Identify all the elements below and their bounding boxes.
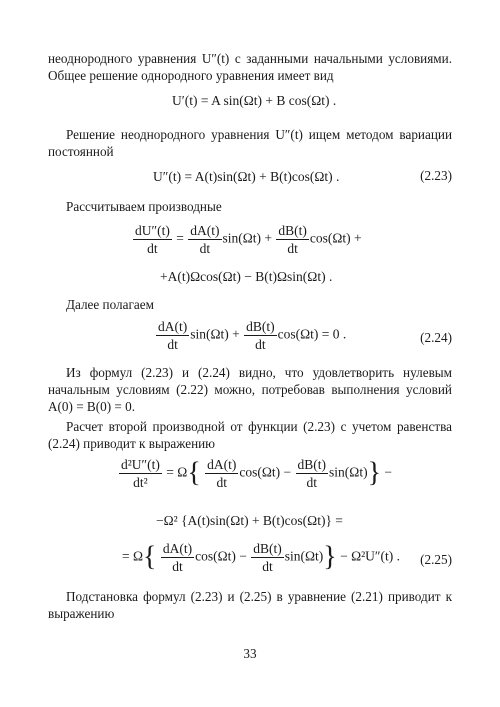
paragraph-6: Расчет второй производной от функции (2.23) с учетом равенства (2.24) приводит к выражению: [48, 419, 452, 451]
paragraph-7: Подстановка формул (2.23) и (2.25) в уравнение (2.21) приводит к выражению: [48, 589, 452, 621]
paragraph-3: Рассчитываем производные: [66, 199, 222, 214]
paragraph-4: Далее полагаем: [66, 297, 154, 312]
fraction-dB: $\frac{dB(t)}{dt}$: [253, 541, 282, 574]
page-number: 33: [243, 646, 257, 661]
equation-derivative-line-2: +A(t)Ωcos(Ωt) − B(t)Ωsin(Ωt) .: [160, 269, 333, 284]
fraction-dA: $\frac{dA(t)}{dt}$: [162, 541, 193, 574]
paragraph-1: неоднородного уравнения U″(t) с заданными начальными условиями. Общее решение однородного уравнения имеет вид: [48, 51, 452, 83]
equation-2-23: U″(t) = A(t)sin(Ωt) + B(t)cos(Ωt) .: [153, 169, 340, 184]
equation-derivative-line-1: $\frac{dU''(t)}{dt}$ = $\frac{dA(t)}{dt}$ sin(Ωt) + $\frac{dB(t)}{dt}$ cos(Ωt) +: [135, 223, 362, 256]
fraction-dA: $\frac{dA(t)}{dt}$: [207, 457, 237, 490]
fraction-dB: $\frac{dB(t)}{dt}$: [246, 319, 275, 352]
equation-number-2-25: (2.25): [420, 552, 452, 567]
fraction-dB: $\frac{dB(t)}{dt}$: [278, 223, 307, 256]
equation-2-25-line-1: $\frac{\text{d²U″(t)}}{\text{dt²}}$ = Ω{ $\frac{dA(t)}{dt}$ cos(Ωt) − $\frac{dB(t)}{dt}$ sin(Ωt)} −: [121, 457, 393, 490]
paragraph-2: Решение неоднородного уравнения U″(t) ищем методом вариации постоянной: [48, 127, 452, 159]
equation-number-2-23: (2.23): [420, 168, 452, 183]
equation-homogeneous-solution: U′(t) = A sin(Ωt) + B cos(Ωt) .: [172, 93, 337, 108]
equation-2-25-line-3: = Ω{ $\frac{dA(t)}{dt}$ cos(Ωt) − $\frac{dB(t)}{dt}$ sin(Ωt)} − Ω²U″(t) .: [122, 541, 401, 574]
fraction-dA: $\frac{dA(t)}{dt}$: [190, 223, 220, 256]
paragraph-5: Из формул (2.23) и (2.24) видно, что удовлетворить нулевым начальным условиям (2.22) можно, потребовав выполнения условий A(0) = B(0) = 0.: [48, 365, 452, 414]
fraction-dU: $\frac{dU''(t)}{dt}$: [135, 223, 170, 256]
fraction-dB: $\frac{dB(t)}{dt}$: [297, 457, 327, 490]
fraction-dA: $\frac{dA(t)}{dt}$: [158, 319, 188, 352]
equation-2-25-line-2: −Ω² {A(t)sin(Ωt) + B(t)cos(Ωt)} =: [156, 513, 343, 528]
equation-2-24: $\frac{dA(t)}{dt}$ sin(Ωt) + $\frac{dB(t)}{dt}$ cos(Ωt) = 0 .: [158, 319, 347, 352]
equation-number-2-24: (2.24): [420, 330, 452, 345]
fraction-d2U: $\frac{\text{d²U″(t)}}{\text{dt²}}$: [121, 457, 160, 490]
